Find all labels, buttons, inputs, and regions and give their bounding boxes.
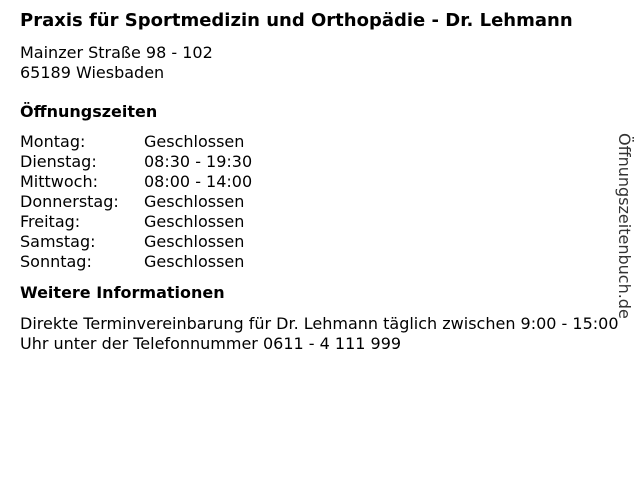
- more-info-text: Direkte Terminvereinbarung für Dr. Lehmann täglich zwischen 9:00 - 15:00 Uhr unter der Telefonnummer 0611 - 4 111 999: [20, 314, 619, 353]
- day-hours: 08:00 - 14:00: [144, 172, 253, 191]
- day-label: Freitag:: [20, 212, 81, 231]
- address-block: [20, 43, 620, 83]
- day-hours: Geschlossen: [144, 212, 245, 231]
- hours-row-wednesday: [20, 172, 620, 192]
- site-watermark: Öffnungszeitenbuch.de: [615, 133, 634, 319]
- day-hours: Geschlossen: [144, 132, 245, 151]
- day-label: Dienstag:: [20, 152, 97, 171]
- day-hours: 08:30 - 19:30: [144, 152, 253, 171]
- day-label: Mittwoch:: [20, 172, 98, 191]
- hours-row-sunday: [20, 252, 620, 272]
- hours-row-friday: [20, 212, 620, 232]
- more-info-heading: Weitere Informationen: [20, 283, 225, 302]
- hours-row-tuesday: [20, 152, 620, 172]
- hours-row-saturday: [20, 232, 620, 252]
- day-label: Sonntag:: [20, 252, 92, 271]
- page-title: Praxis für Sportmedizin und Orthopädie - Dr. Lehmann: [20, 10, 573, 31]
- opening-hours-heading: Öffnungszeiten: [20, 102, 158, 121]
- day-hours: Geschlossen: [144, 232, 245, 251]
- day-label: Montag:: [20, 132, 86, 151]
- address-city: 65189 Wiesbaden: [20, 63, 165, 82]
- hours-row-thursday: [20, 192, 620, 212]
- opening-hours-table: [20, 132, 620, 272]
- day-label: Samstag:: [20, 232, 96, 251]
- address-street: Mainzer Straße 98 - 102: [20, 43, 213, 62]
- practice-info: [20, 10, 620, 354]
- day-label: Donnerstag:: [20, 192, 119, 211]
- day-hours: Geschlossen: [144, 252, 245, 271]
- day-hours: Geschlossen: [144, 192, 245, 211]
- hours-row-monday: [20, 132, 620, 152]
